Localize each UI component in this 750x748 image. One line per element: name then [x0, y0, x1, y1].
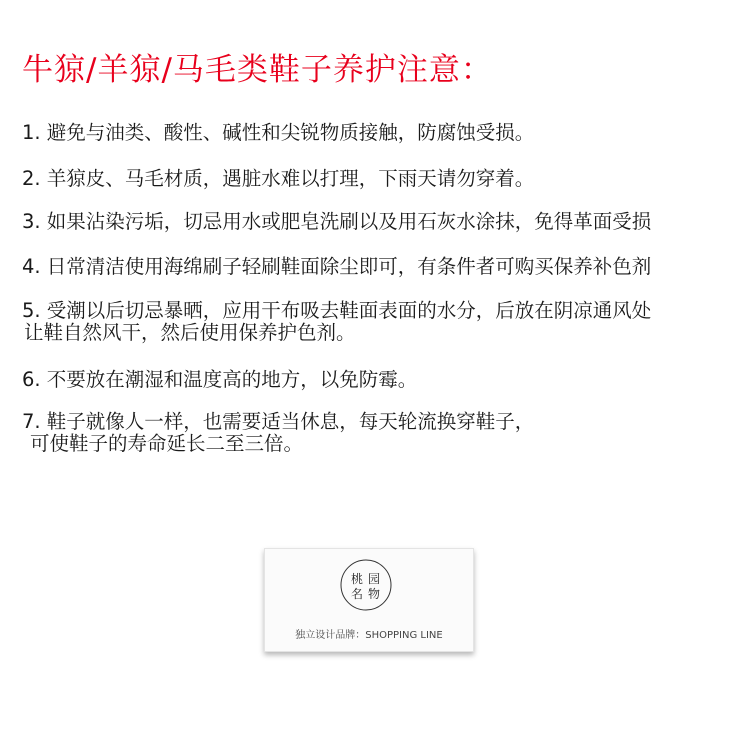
list-item: 5. 受潮以后切忌暴晒，应用干布吸去鞋面表面的水分，后放在阴凉通风处 [22, 299, 652, 322]
list-item: 7. 鞋子就像人一样，也需要适当休息，每天轮流换穿鞋子， [22, 410, 535, 433]
list-item: 3. 如果沾染污垢，切忌用水或肥皂洗刷以及用石灰水涂抹，免得革面受损 [22, 210, 652, 233]
brand-card [264, 548, 474, 652]
list-item: 6. 不要放在潮湿和温度高的地方，以免防霉。 [22, 368, 418, 391]
svg-text:园: 园 [367, 572, 381, 586]
svg-text:名: 名 [350, 587, 364, 601]
page-title: 牛猄/羊猄/马毛类鞋子养护注意： [22, 52, 493, 88]
list-item-continuation: 让鞋自然风干，然后使用保养护色剂。 [24, 321, 356, 344]
list-item-continuation: 可使鞋子的寿命延长二至三倍。 [30, 432, 304, 455]
svg-text:桃: 桃 [350, 572, 364, 586]
list-item: 2. 羊猄皮、马毛材质，遇脏水难以打理，下雨天请勿穿着。 [22, 167, 535, 190]
brand-seal-icon [339, 558, 393, 612]
list-item: 1. 避免与油类、酸性、碱性和尖锐物质接触，防腐蚀受损。 [22, 121, 535, 144]
brand-tagline: 独立设计品牌：SHOPPING LINE [295, 630, 443, 641]
svg-text:物: 物 [367, 587, 381, 601]
list-item: 4. 日常清洁使用海绵刷子轻刷鞋面除尘即可，有条件者可购买保养补色剂 [22, 255, 652, 278]
